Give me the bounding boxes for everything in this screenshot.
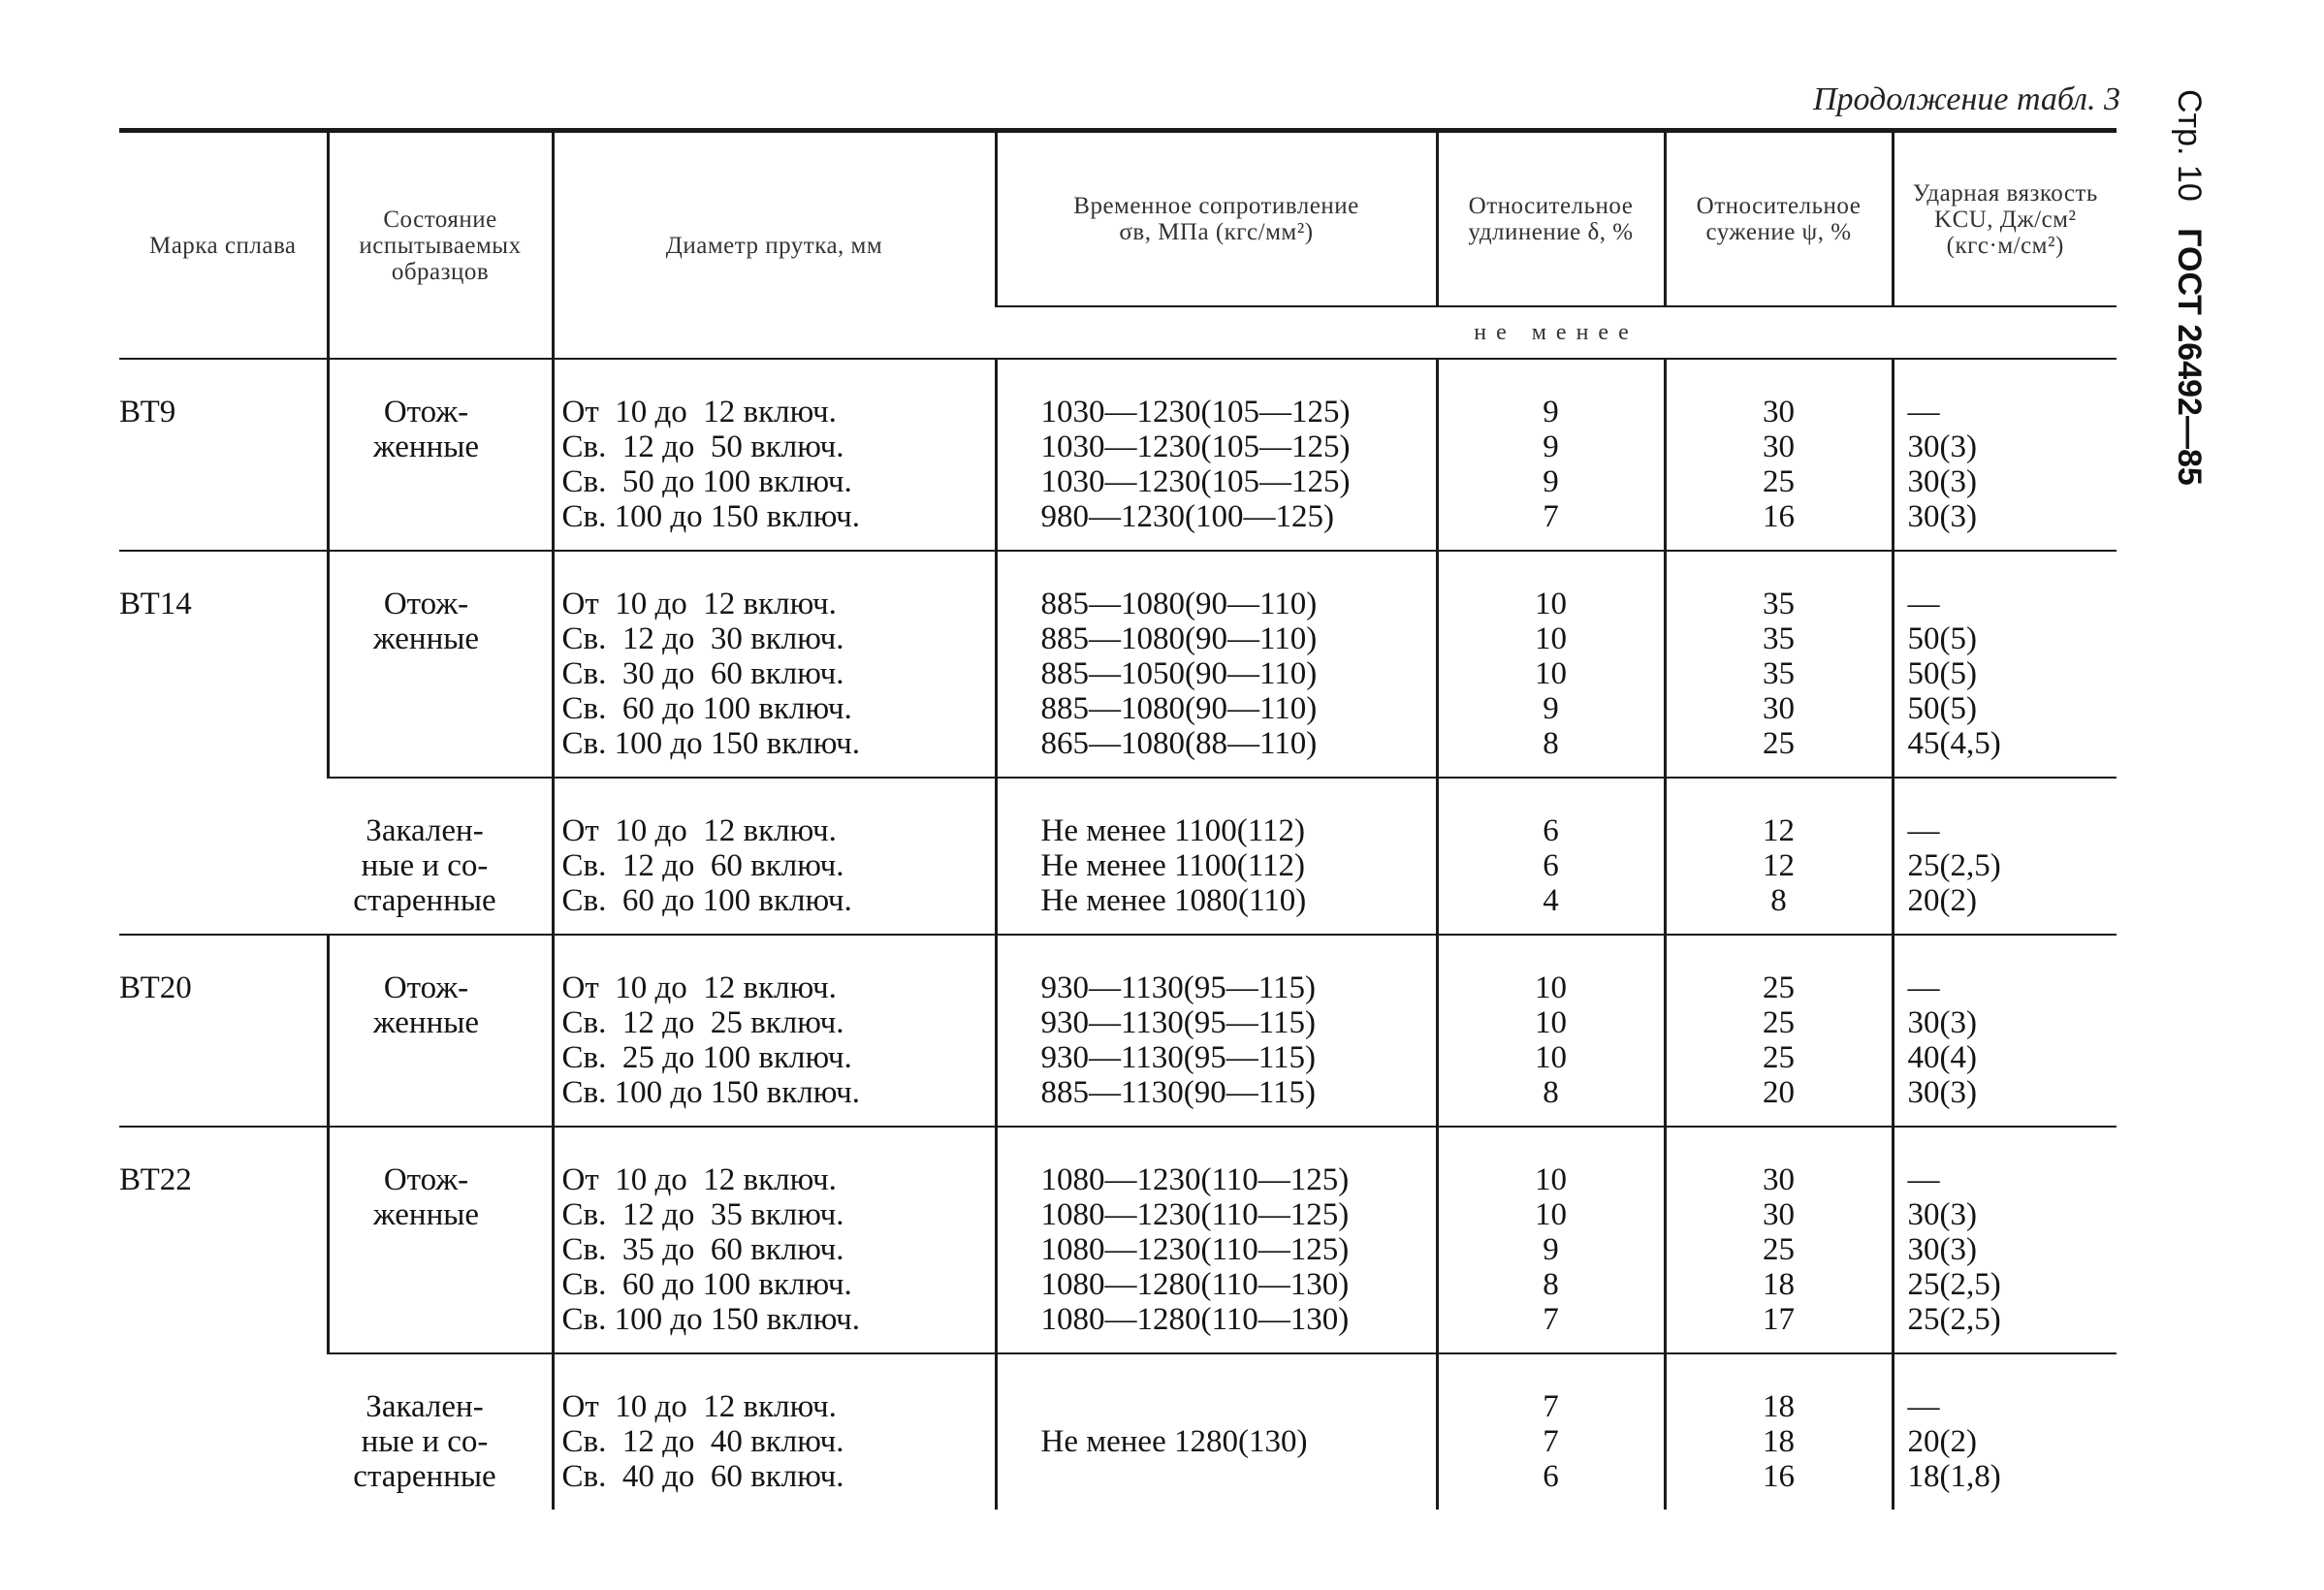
strength-cell-line: Не менее 1080(110) — [1040, 883, 1307, 918]
toughness-cell — [1893, 1127, 2117, 1353]
elongation-cell — [1437, 551, 1665, 778]
reduction-cell-line: 18 — [1763, 1424, 1795, 1459]
header-strength — [996, 131, 1437, 307]
strength-cell-line — [1041, 1389, 1428, 1424]
elongation-cell-line: 4 — [1543, 883, 1559, 918]
state-text: Закален- ные и со- старенные — [353, 1389, 496, 1494]
table-row — [119, 359, 2117, 551]
reduction-cell-line: 25 — [1763, 1005, 1795, 1040]
reduction-cell — [1665, 1353, 1893, 1510]
toughness-cell-line: 50(5) — [1907, 691, 1977, 726]
table-head — [119, 131, 2117, 360]
table-row — [119, 1353, 2117, 1510]
alloy-name: ВТ9 — [119, 395, 176, 429]
strength-cell-line: 1080—1230(110—125) — [1040, 1162, 1350, 1197]
strength-cell-line: 1030—1230(105—125) — [1040, 395, 1351, 429]
strength-cell — [996, 551, 1437, 778]
strength-cell-line: 1030—1230(105—125) — [1040, 464, 1351, 499]
toughness-cell-line: 20(2) — [1907, 883, 1977, 918]
elongation-cell-line: 10 — [1535, 1162, 1567, 1197]
reduction-cell-line: 17 — [1763, 1302, 1795, 1337]
state-cell — [328, 1353, 553, 1510]
strength-cell-line: 930—1130(95—115) — [1040, 970, 1317, 1005]
toughness-cell-line: — — [1907, 1162, 1940, 1197]
toughness-cell-line: 30(3) — [1907, 464, 1977, 499]
toughness-cell-line: 30(3) — [1907, 1197, 1977, 1232]
strength-cell-line: 1080—1280(110—130) — [1040, 1267, 1350, 1302]
strength-cell-line: 885—1080(90—110) — [1040, 691, 1318, 726]
toughness-cell — [1893, 778, 2117, 935]
reduction-cell-line: 30 — [1763, 1162, 1795, 1197]
reduction-cell-line: 20 — [1763, 1075, 1795, 1110]
toughness-cell-line: 30(3) — [1907, 1075, 1977, 1110]
strength-cell-line — [1041, 1459, 1428, 1494]
elongation-cell-line: 8 — [1543, 1075, 1559, 1110]
elongation-cell-line: 7 — [1543, 1424, 1559, 1459]
reduction-cell-line: 25 — [1763, 970, 1795, 1005]
alloy-cell — [119, 551, 328, 935]
diameter-cell-line: Св. 100 до 150 включ. — [561, 499, 860, 534]
header-elongation: Относительное удлинение δ, % — [1437, 131, 1665, 307]
diameter-cell — [553, 1353, 996, 1510]
diameter-cell-line: Св. 100 до 150 включ. — [561, 1302, 860, 1337]
reduction-cell-line: 25 — [1763, 1232, 1795, 1267]
diameter-cell-line: Св. 35 до 60 включ. — [561, 1232, 844, 1267]
diameter-cell-line: Св. 40 до 60 включ. — [561, 1459, 844, 1494]
reduction-cell-line: 35 — [1763, 621, 1795, 656]
toughness-cell-line: 45(4,5) — [1907, 726, 2001, 761]
elongation-cell-line: 6 — [1543, 1459, 1559, 1494]
strength-cell — [996, 1127, 1437, 1353]
state-text: Отож- женные — [372, 395, 480, 464]
diameter-cell-line: Св. 12 до 25 включ. — [561, 1005, 844, 1040]
elongation-cell — [1437, 1353, 1665, 1510]
header-toughness: Ударная вязкость KCU, Дж/см² (кгс·м/см²) — [1893, 131, 2117, 307]
toughness-cell-line: 30(3) — [1907, 1232, 1977, 1267]
toughness-cell — [1893, 1353, 2117, 1510]
toughness-cell-line: 30(3) — [1907, 499, 1977, 534]
reduction-cell-line: 18 — [1763, 1267, 1795, 1302]
strength-cell-line: 930—1130(95—115) — [1040, 1040, 1317, 1075]
toughness-cell-line: — — [1907, 395, 1940, 429]
diameter-cell — [553, 935, 996, 1127]
strength-cell-line: Не менее 1100(112) — [1040, 848, 1305, 883]
header-state: Состояние испытываемых образцов — [328, 131, 553, 360]
table-body — [119, 359, 2117, 1510]
state-text: Отож- женные — [372, 1162, 480, 1232]
diameter-cell-line: Св. 12 до 50 включ. — [561, 429, 844, 464]
elongation-cell-line: 8 — [1543, 726, 1559, 761]
strength-cell — [996, 935, 1437, 1127]
toughness-cell — [1893, 935, 2117, 1127]
alloy-cell — [119, 935, 328, 1127]
toughness-cell-line: 18(1,8) — [1907, 1459, 2001, 1494]
table-continuation-caption: Продолжение табл. 3 — [1812, 81, 2120, 117]
strength-cell-line: 865—1080(88—110) — [1040, 726, 1318, 761]
strength-cell-line: 1080—1280(110—130) — [1040, 1302, 1350, 1337]
diameter-cell-line: Св. 60 до 100 включ. — [561, 1267, 852, 1302]
elongation-cell-line: 8 — [1543, 1267, 1559, 1302]
header-reduction: Относительное сужение ψ, % — [1665, 131, 1893, 307]
toughness-cell-line: 40(4) — [1907, 1040, 1977, 1075]
diameter-cell-line: От 10 до 12 включ. — [561, 1389, 837, 1424]
header-strength-line1: Временное сопротивление — [1073, 193, 1359, 219]
strength-cell-line: 1030—1230(105—125) — [1040, 429, 1351, 464]
elongation-cell-line: 10 — [1535, 656, 1567, 691]
page-number: Стр. 10 — [2171, 89, 2208, 202]
diameter-cell-line: Св. 30 до 60 включ. — [561, 656, 844, 691]
reduction-cell-line: 12 — [1763, 813, 1795, 848]
state-text: Закален- ные и со- старенные — [353, 813, 496, 918]
elongation-cell-line: 10 — [1535, 1197, 1567, 1232]
diameter-cell-line: От 10 до 12 включ. — [561, 813, 837, 848]
elongation-cell — [1437, 1127, 1665, 1353]
table-row — [119, 778, 2117, 935]
toughness-cell-line: — — [1907, 970, 1940, 1005]
strength-cell-line: 885—1080(90—110) — [1040, 621, 1318, 656]
elongation-cell-line: 10 — [1535, 587, 1567, 621]
elongation-cell-line: 6 — [1543, 848, 1559, 883]
reduction-cell — [1665, 935, 1893, 1127]
strength-cell-line: Не менее 1100(112) — [1040, 813, 1305, 848]
toughness-cell-line: — — [1907, 587, 1940, 621]
elongation-cell-line: 9 — [1543, 691, 1559, 726]
toughness-cell-line: 25(2,5) — [1907, 1267, 2001, 1302]
table-row — [119, 1127, 2117, 1353]
elongation-cell-line: 10 — [1535, 1040, 1567, 1075]
strength-cell-line: 885—1080(90—110) — [1040, 587, 1318, 621]
reduction-cell-line: 30 — [1763, 429, 1795, 464]
diameter-cell-line: От 10 до 12 включ. — [561, 395, 837, 429]
elongation-cell-line: 7 — [1543, 1389, 1559, 1424]
reduction-cell-line: 25 — [1763, 1040, 1795, 1075]
reduction-cell-line: 12 — [1763, 848, 1795, 883]
diameter-cell — [553, 778, 996, 935]
toughness-cell — [1893, 359, 2117, 551]
toughness-cell-line: 25(2,5) — [1907, 1302, 2001, 1337]
table-row — [119, 551, 2117, 778]
elongation-cell-line: 9 — [1543, 395, 1559, 429]
state-cell — [328, 935, 553, 1127]
elongation-cell-line: 7 — [1543, 1302, 1559, 1337]
reduction-cell-line: 35 — [1763, 656, 1795, 691]
diameter-cell-line: Св. 12 до 30 включ. — [561, 621, 844, 656]
strength-cell-line: 885—1050(90—110) — [1040, 656, 1318, 691]
elongation-cell-line: 10 — [1535, 970, 1567, 1005]
table-row — [119, 935, 2117, 1127]
reduction-cell-line: 16 — [1763, 1459, 1795, 1494]
diameter-cell-line: От 10 до 12 включ. — [561, 587, 837, 621]
diameter-cell-line: Св. 100 до 150 включ. — [561, 1075, 860, 1110]
reduction-cell — [1665, 1127, 1893, 1353]
elongation-cell — [1437, 359, 1665, 551]
strength-cell-line: Не менее 1280(130) — [1040, 1424, 1308, 1459]
reduction-cell-line: 18 — [1763, 1389, 1795, 1424]
diameter-cell-line: Св. 100 до 150 включ. — [561, 726, 860, 761]
state-text: Отож- женные — [372, 970, 480, 1040]
state-cell — [328, 1127, 553, 1353]
state-cell — [328, 778, 553, 935]
alloy-name: ВТ14 — [119, 587, 192, 621]
elongation-cell-line: 9 — [1543, 429, 1559, 464]
reduction-cell — [1665, 778, 1893, 935]
elongation-cell — [1437, 935, 1665, 1127]
toughness-cell-line: 50(5) — [1907, 656, 1977, 691]
diameter-cell-line: Св. 12 до 35 включ. — [561, 1197, 844, 1232]
toughness-cell-line: 25(2,5) — [1907, 848, 2001, 883]
reduction-cell-line: 8 — [1770, 883, 1787, 918]
strength-cell-line: 930—1130(95—115) — [1040, 1005, 1317, 1040]
diameter-cell — [553, 359, 996, 551]
reduction-cell-line: 35 — [1763, 587, 1795, 621]
diameter-cell-line: Св. 12 до 60 включ. — [561, 848, 844, 883]
reduction-cell-line: 30 — [1763, 395, 1795, 429]
elongation-cell-line: 10 — [1535, 621, 1567, 656]
alloy-name: ВТ22 — [119, 1162, 192, 1197]
page-side-label — [2170, 89, 2209, 516]
diameter-cell-line: Св. 60 до 100 включ. — [561, 691, 852, 726]
toughness-cell — [1893, 551, 2117, 778]
reduction-cell — [1665, 551, 1893, 778]
diameter-cell — [553, 551, 996, 778]
header-alloy: Марка сплава — [119, 131, 328, 360]
diameter-cell-line: От 10 до 12 включ. — [561, 970, 837, 1005]
elongation-cell-line: 6 — [1543, 813, 1559, 848]
elongation-cell-line: 10 — [1535, 1005, 1567, 1040]
strength-cell — [996, 1353, 1437, 1510]
strength-cell-line: 885—1130(90—115) — [1040, 1075, 1317, 1110]
toughness-cell-line: — — [1907, 813, 1940, 848]
state-cell — [328, 551, 553, 778]
reduction-cell-line: 16 — [1763, 499, 1795, 534]
strength-cell-line: 1080—1230(110—125) — [1040, 1232, 1350, 1267]
standard-code: ГОСТ 26492—85 — [2171, 228, 2208, 486]
strength-cell-line: 1080—1230(110—125) — [1040, 1197, 1350, 1232]
state-text: Отож- женные — [372, 587, 480, 656]
reduction-cell-line: 25 — [1763, 464, 1795, 499]
diameter-cell-line: Св. 25 до 100 включ. — [561, 1040, 852, 1075]
strength-cell — [996, 778, 1437, 935]
toughness-cell-line: — — [1907, 1389, 1940, 1424]
diameter-cell-line: Св. 50 до 100 включ. — [561, 464, 852, 499]
strength-cell — [996, 359, 1437, 551]
reduction-cell-line: 30 — [1763, 1197, 1795, 1232]
elongation-cell-line: 7 — [1543, 499, 1559, 534]
diameter-cell-line: От 10 до 12 включ. — [561, 1162, 837, 1197]
state-cell — [328, 359, 553, 551]
properties-table — [119, 128, 2117, 1510]
diameter-cell-line: Св. 12 до 40 включ. — [561, 1424, 844, 1459]
alloy-cell — [119, 359, 328, 551]
header-strength-line2: σв, МПа (кгс/мм²) — [1119, 219, 1314, 245]
reduction-cell — [1665, 359, 1893, 551]
toughness-cell-line: 50(5) — [1907, 621, 1977, 656]
reduction-cell-line: 25 — [1763, 726, 1795, 761]
reduction-cell-line: 30 — [1763, 691, 1795, 726]
elongation-cell-line: 9 — [1543, 464, 1559, 499]
properties-table-container — [119, 128, 2117, 1510]
elongation-cell-line: 9 — [1543, 1232, 1559, 1267]
elongation-cell — [1437, 778, 1665, 935]
toughness-cell-line: 20(2) — [1907, 1424, 1977, 1459]
diameter-cell-line: Св. 60 до 100 включ. — [561, 883, 852, 918]
strength-cell-line: 980—1230(100—125) — [1040, 499, 1334, 534]
diameter-cell — [553, 1127, 996, 1353]
toughness-cell-line: 30(3) — [1907, 429, 1977, 464]
header-diameter: Диаметр прутка, мм — [553, 131, 996, 360]
toughness-cell-line: 30(3) — [1907, 1005, 1977, 1040]
alloy-cell — [119, 1127, 328, 1510]
header-min-row: не менее — [996, 306, 2117, 359]
alloy-name: ВТ20 — [119, 970, 192, 1005]
